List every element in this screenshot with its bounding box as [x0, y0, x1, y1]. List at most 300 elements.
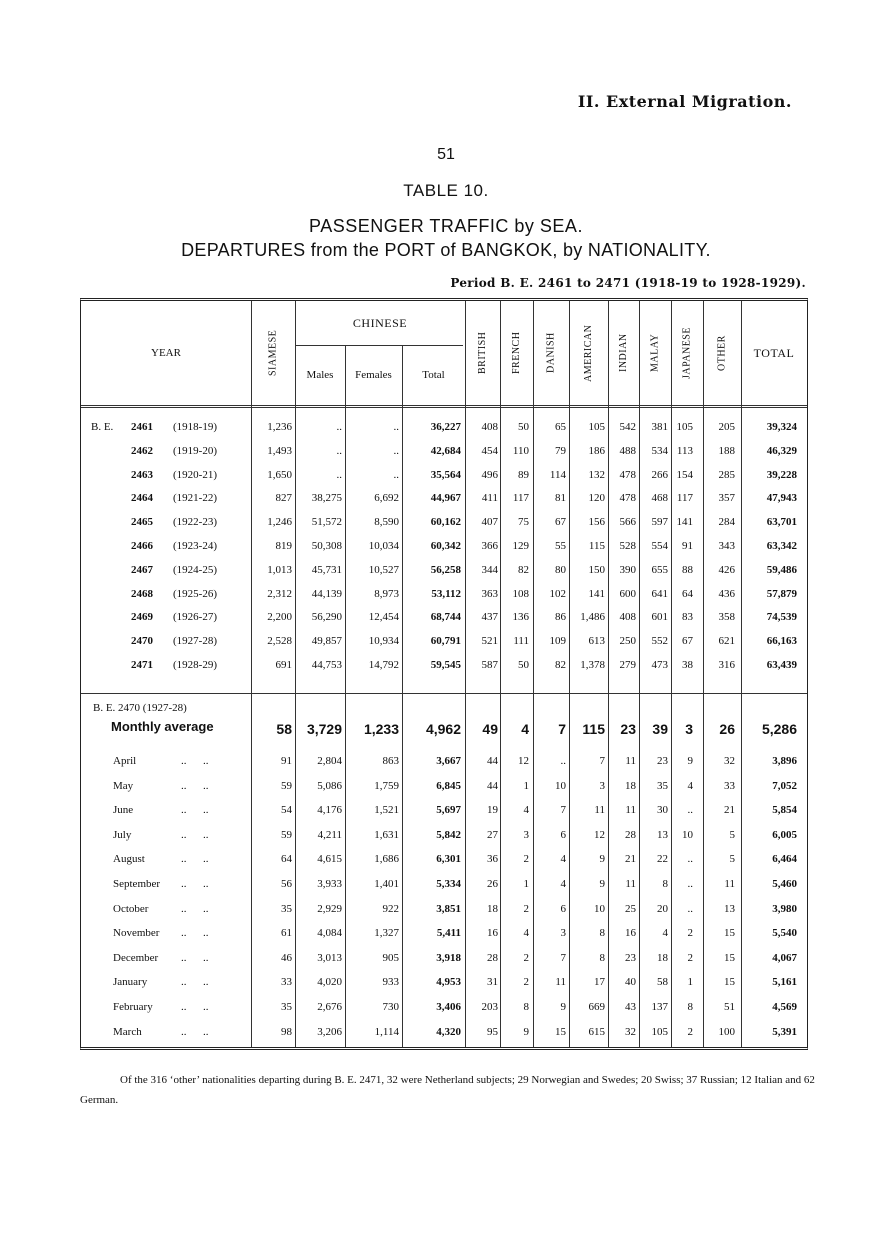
header-american: AMERICAN — [583, 324, 594, 382]
table-row — [81, 582, 807, 606]
cell-grand: 59,486 — [766, 563, 797, 576]
cell-danish: 80 — [555, 563, 566, 576]
cell-japanese: 113 — [676, 444, 693, 457]
cell-japanese: 4 — [687, 779, 693, 792]
cell-grand: 39,324 — [766, 421, 797, 433]
cell-british: 203 — [481, 1001, 498, 1013]
cell-british: 411 — [481, 492, 498, 505]
cell-indian: 566 — [619, 516, 636, 529]
row-period: (1928-29) — [173, 659, 217, 671]
table-label: TABLE 10. — [403, 181, 489, 200]
header-males: Males — [306, 369, 334, 381]
cell-siamese: 1,650 — [267, 468, 292, 481]
table-row — [81, 872, 807, 896]
cell-males: .. — [336, 421, 342, 433]
cell-american: 669 — [588, 1001, 605, 1013]
cell-males: 4,615 — [317, 853, 342, 866]
cell-males: 2,676 — [317, 1001, 342, 1013]
cell-total: 4,953 — [436, 976, 461, 989]
table-title-line1: PASSENGER TRAFFIC by SEA. — [309, 216, 583, 236]
cell-males: 51,572 — [311, 516, 342, 529]
header-other: OTHER — [716, 335, 728, 371]
cell-indian: 25 — [625, 902, 636, 915]
row-dots: .. .. — [181, 755, 209, 767]
cell-grand: 5,540 — [772, 927, 797, 940]
cell-other: 285 — [718, 468, 735, 481]
cell-malay: 554 — [651, 540, 668, 552]
cell-american: 613 — [588, 635, 605, 648]
row-year: 2469 — [131, 611, 153, 624]
cell-malay: 266 — [651, 468, 668, 481]
cell-british: 344 — [481, 563, 498, 576]
cell-males: 5,086 — [317, 779, 342, 792]
cell-total: 4,962 — [425, 721, 461, 737]
cell-siamese: 91 — [281, 755, 292, 767]
row-dots: .. .. — [181, 804, 209, 817]
row-dots: .. .. — [181, 1025, 209, 1038]
cell-american: 9 — [599, 878, 605, 890]
cell-french: 117 — [512, 492, 529, 505]
cell-danish: 86 — [555, 611, 566, 624]
row-period: (1919-20) — [173, 444, 217, 457]
cell-siamese: 98 — [281, 1025, 292, 1038]
cell-grand: 7,052 — [772, 779, 797, 792]
row-dots: .. .. — [181, 951, 209, 964]
table-row — [81, 1020, 807, 1044]
cell-french: 129 — [512, 540, 529, 552]
cell-grand: 5,460 — [772, 878, 797, 890]
cell-siamese: 691 — [275, 659, 292, 671]
row-month: September — [113, 878, 161, 890]
cell-american: 1,486 — [580, 611, 605, 624]
cell-siamese: 56 — [281, 878, 292, 890]
cell-females: .. — [393, 421, 399, 433]
cell-females: 10,527 — [368, 563, 399, 576]
cell-french: 2 — [523, 976, 529, 989]
cell-british: 496 — [481, 468, 498, 481]
cell-total: 56,258 — [430, 563, 461, 576]
cell-french: 136 — [512, 611, 529, 624]
cell-females: .. — [393, 444, 399, 457]
cell-malay: 468 — [651, 492, 668, 505]
cell-french: 89 — [518, 468, 529, 481]
cell-malay: 597 — [651, 516, 668, 529]
header-danish: DANISH — [545, 332, 557, 374]
row-dots: .. .. — [181, 828, 209, 841]
cell-american: 11 — [594, 804, 605, 817]
average-row — [81, 701, 807, 741]
cell-grand: 63,439 — [766, 659, 797, 671]
cell-japanese: .. — [687, 878, 693, 890]
cell-japanese: 67 — [682, 635, 693, 648]
cell-british: 366 — [481, 540, 498, 552]
cell-total: 6,301 — [436, 853, 461, 866]
cell-malay: 22 — [657, 853, 668, 866]
cell-japanese: 154 — [676, 468, 693, 481]
cell-french: 4 — [521, 721, 529, 737]
footnote: Of the 316 ‘other’ nationalities departing during B. E. 2471, 32 were Netherland subjects; 29 Norwegian and Swedes; 20 Swiss; 37 Russian; 12 Italian and 62 German. — [80, 1074, 815, 1106]
cell-grand: 5,854 — [772, 804, 797, 817]
cell-british: 31 — [487, 976, 498, 989]
cell-american: 12 — [594, 828, 605, 841]
row-month: July — [113, 828, 132, 841]
row-month: March — [113, 1025, 142, 1038]
cell-males: 50,308 — [311, 540, 342, 552]
table-row — [81, 774, 807, 798]
cell-females: 1,327 — [374, 927, 399, 940]
cell-indian: 23 — [620, 721, 636, 737]
cell-danish: 6 — [560, 828, 566, 841]
cell-other: 436 — [718, 587, 735, 600]
cell-british: 36 — [487, 853, 498, 866]
cell-malay: 601 — [651, 611, 668, 624]
cell-males: 45,731 — [311, 563, 342, 576]
cell-indian: 11 — [625, 804, 636, 817]
row-year: 2466 — [131, 540, 153, 552]
cell-males: 44,753 — [311, 659, 342, 671]
cell-malay: 105 — [651, 1025, 668, 1038]
table-row — [81, 439, 807, 463]
row-period: (1918-19) — [173, 421, 217, 433]
cell-other: 188 — [718, 444, 735, 457]
cell-other: 5 — [729, 853, 735, 866]
cell-males: 3,729 — [306, 721, 342, 737]
cell-indian: 408 — [619, 611, 636, 624]
cell-american: 156 — [588, 516, 605, 529]
cell-french: 1 — [523, 779, 529, 792]
cell-french: 4 — [523, 927, 529, 940]
cell-total: 60,342 — [430, 540, 461, 552]
cell-french: 50 — [518, 421, 529, 433]
cell-other: 621 — [718, 635, 735, 648]
cell-american: 132 — [588, 468, 605, 481]
table-row — [81, 749, 807, 773]
data-table — [80, 298, 808, 1050]
cell-malay: 8 — [662, 878, 668, 890]
cell-indian: 279 — [619, 659, 636, 671]
cell-french: 110 — [512, 444, 529, 457]
cell-grand: 46,329 — [766, 444, 797, 457]
cell-other: 5 — [729, 828, 735, 841]
cell-females: 933 — [382, 976, 399, 989]
cell-danish: 3 — [560, 927, 566, 940]
cell-malay: 552 — [651, 635, 668, 648]
cell-other: 11 — [724, 878, 735, 890]
row-period: (1923-24) — [173, 540, 217, 552]
row-period: (1927-28) — [173, 635, 217, 648]
cell-siamese: 819 — [275, 540, 292, 552]
cell-french: 50 — [518, 659, 529, 671]
cell-other: 284 — [718, 516, 735, 529]
cell-japanese: 105 — [676, 421, 693, 433]
cell-danish: .. — [560, 755, 566, 767]
cell-males: 2,929 — [317, 902, 342, 915]
cell-indian: 43 — [625, 1001, 636, 1013]
cell-total: 68,744 — [430, 611, 461, 624]
row-dots: .. .. — [181, 927, 209, 940]
table-row — [81, 415, 807, 439]
table-row — [81, 605, 807, 629]
cell-siamese: 46 — [281, 951, 292, 964]
row-month: June — [113, 804, 134, 817]
cell-other: 100 — [718, 1025, 735, 1038]
cell-siamese: 59 — [281, 779, 292, 792]
cell-grand: 39,228 — [766, 468, 797, 481]
cell-females: 1,233 — [363, 721, 399, 737]
cell-french: 2 — [523, 951, 529, 964]
row-month: December — [113, 951, 159, 964]
row-month: May — [113, 779, 134, 792]
header-chinese-total: Total — [422, 369, 445, 381]
cell-british: 19 — [487, 804, 498, 817]
cell-danish: 7 — [558, 721, 566, 737]
table-row — [81, 486, 807, 510]
cell-indian: 18 — [625, 779, 636, 792]
cell-indian: 21 — [625, 853, 636, 866]
header-japanese: JAPANESE — [681, 327, 693, 379]
cell-japanese: .. — [687, 804, 693, 817]
cell-british: 95 — [487, 1025, 498, 1038]
cell-indian: 28 — [625, 828, 636, 841]
cell-total: 5,411 — [436, 927, 461, 940]
cell-french: 4 — [523, 804, 529, 817]
table-row — [81, 463, 807, 487]
cell-american: 8 — [599, 951, 605, 964]
cell-indian: 542 — [619, 421, 636, 433]
cell-males: .. — [336, 468, 342, 481]
cell-french: 9 — [523, 1025, 529, 1038]
cell-french: 111 — [513, 635, 529, 648]
header-british: BRITISH — [477, 331, 488, 375]
cell-japanese: 2 — [687, 927, 693, 940]
cell-males: 4,084 — [317, 927, 342, 940]
cell-total: 60,162 — [430, 516, 461, 529]
table-row — [81, 558, 807, 582]
cell-females: 1,759 — [374, 779, 399, 792]
table-title-line2: DEPARTURES from the PORT of BANGKOK, by NATIONALITY. — [181, 240, 711, 260]
cell-males: 44,139 — [311, 587, 342, 600]
cell-total: 60,791 — [430, 635, 461, 648]
cell-siamese: 59 — [281, 828, 292, 841]
table-row — [81, 970, 807, 994]
cell-other: 205 — [718, 421, 735, 433]
cell-american: 115 — [582, 721, 605, 737]
cell-females: 730 — [382, 1001, 399, 1013]
row-year: 2468 — [131, 587, 153, 600]
cell-indian: 528 — [619, 540, 636, 552]
cell-total: 4,320 — [436, 1025, 461, 1038]
cell-american: 615 — [588, 1025, 605, 1038]
row-dots: .. .. — [181, 853, 209, 866]
cell-siamese: 1,236 — [267, 421, 292, 433]
row-year: 2465 — [131, 516, 153, 529]
cell-danish: 15 — [555, 1025, 566, 1038]
cell-british: 18 — [487, 902, 498, 915]
cell-british: 16 — [487, 927, 498, 940]
cell-females: 10,934 — [368, 635, 399, 648]
cell-total: 5,697 — [436, 804, 461, 817]
cell-american: 141 — [588, 587, 605, 600]
cell-siamese: 64 — [281, 853, 292, 866]
cell-siamese: 33 — [281, 976, 292, 989]
cell-grand: 63,701 — [766, 516, 797, 529]
cell-american: 17 — [594, 976, 605, 989]
cell-danish: 82 — [555, 659, 566, 671]
row-year: 2463 — [131, 468, 153, 481]
cell-siamese: 54 — [281, 804, 292, 817]
table-row — [81, 921, 807, 945]
cell-malay: 473 — [651, 659, 668, 671]
cell-american: 115 — [588, 540, 605, 552]
cell-danish: 6 — [560, 902, 566, 915]
cell-japanese: 64 — [682, 587, 693, 600]
cell-grand: 6,464 — [772, 853, 797, 866]
cell-total: 3,667 — [436, 755, 461, 767]
cell-siamese: 2,200 — [267, 611, 292, 624]
cell-indian: 23 — [625, 951, 636, 964]
row-year: 2461 — [131, 421, 153, 433]
cell-british: 407 — [481, 516, 498, 529]
cell-other: 426 — [718, 563, 735, 576]
period-subtitle: Period B. E. 2461 to 2471 (1918-19 to 1928-1929). — [450, 276, 806, 290]
cell-danish: 79 — [555, 444, 566, 457]
cell-females: 1,401 — [374, 878, 399, 890]
table-row — [81, 629, 807, 653]
cell-grand: 5,286 — [761, 721, 797, 737]
cell-british: 49 — [482, 721, 498, 737]
cell-total: 35,564 — [430, 468, 461, 481]
table-row — [81, 798, 807, 822]
row-prefix: B. E. — [91, 421, 114, 433]
cell-females: 10,034 — [368, 540, 399, 552]
row-dots: .. .. — [181, 878, 209, 890]
cell-japanese: 141 — [676, 516, 693, 529]
cell-total: 44,967 — [430, 492, 461, 505]
cell-siamese: 2,312 — [267, 587, 292, 600]
cell-japanese: 117 — [676, 492, 693, 505]
cell-grand: 6,005 — [772, 828, 797, 841]
cell-danish: 81 — [555, 492, 566, 505]
row-period: (1921-22) — [173, 492, 217, 505]
cell-american: 9 — [599, 853, 605, 866]
cell-japanese: .. — [687, 902, 693, 915]
row-month: January — [113, 976, 148, 989]
cell-japanese: 1 — [687, 976, 693, 989]
cell-indian: 11 — [625, 755, 636, 767]
cell-french: 75 — [518, 516, 529, 529]
cell-american: 10 — [594, 902, 605, 915]
cell-other: 15 — [724, 927, 735, 940]
header-siamese: SIAMESE — [267, 329, 279, 377]
cell-malay: 58 — [657, 976, 668, 989]
average-label-2: Monthly average — [111, 719, 214, 734]
cell-females: 1,114 — [374, 1025, 399, 1038]
cell-british: 26 — [487, 878, 498, 890]
cell-british: 44 — [487, 755, 498, 767]
header-total: TOTAL — [753, 345, 795, 360]
cell-siamese: 1,493 — [267, 444, 292, 457]
cell-danish: 10 — [555, 779, 566, 792]
cell-french: 12 — [518, 755, 529, 767]
table-row — [81, 823, 807, 847]
cell-british: 363 — [481, 587, 498, 600]
cell-japanese: 2 — [687, 1025, 693, 1038]
cell-indian: 478 — [619, 492, 636, 505]
cell-grand: 3,980 — [772, 902, 797, 915]
header-chinese: CHINESE — [352, 315, 408, 330]
cell-british: 28 — [487, 951, 498, 964]
cell-malay: 18 — [657, 951, 668, 964]
cell-malay: 641 — [651, 587, 668, 600]
cell-total: 59,545 — [430, 659, 461, 671]
cell-indian: 478 — [619, 468, 636, 481]
cell-grand: 66,163 — [766, 635, 797, 648]
cell-other: 26 — [719, 721, 735, 737]
cell-danish: 67 — [555, 516, 566, 529]
cell-french: 1 — [523, 878, 529, 890]
table-row — [81, 534, 807, 558]
cell-other: 51 — [724, 1001, 735, 1013]
cell-other: 33 — [724, 779, 735, 792]
cell-british: 408 — [481, 421, 498, 433]
cell-malay: 35 — [657, 779, 668, 792]
cell-malay: 534 — [651, 444, 668, 457]
cell-grand: 5,391 — [772, 1025, 797, 1038]
row-period: (1924-25) — [173, 563, 217, 576]
cell-japanese: 91 — [682, 540, 693, 552]
row-year: 2467 — [131, 563, 153, 576]
cell-males: 3,013 — [317, 951, 342, 964]
cell-indian: 40 — [625, 976, 636, 989]
cell-danish: 4 — [560, 853, 566, 866]
cell-malay: 39 — [652, 721, 668, 737]
cell-total: 53,112 — [431, 587, 461, 600]
header-malay: MALAY — [649, 333, 661, 373]
cell-females: 1,521 — [374, 804, 399, 817]
cell-danish: 7 — [560, 804, 566, 817]
row-period: (1922-23) — [173, 516, 217, 529]
cell-american: 3 — [599, 779, 605, 792]
cell-grand: 63,342 — [766, 540, 797, 552]
cell-japanese: .. — [687, 853, 693, 866]
cell-siamese: 35 — [281, 1001, 292, 1013]
cell-american: 8 — [599, 927, 605, 940]
cell-french: 3 — [523, 828, 529, 841]
cell-danish: 4 — [560, 878, 566, 890]
cell-malay: 4 — [662, 927, 668, 940]
cell-females: 8,973 — [374, 587, 399, 600]
cell-total: 36,227 — [430, 421, 461, 433]
row-month: October — [113, 902, 149, 915]
cell-females: 922 — [382, 902, 399, 915]
row-year: 2470 — [131, 635, 153, 648]
header-indian: INDIAN — [618, 333, 629, 373]
cell-danish: 114 — [549, 468, 566, 481]
cell-grand: 3,896 — [772, 755, 797, 767]
row-dots: .. .. — [181, 976, 209, 989]
cell-french: 2 — [523, 902, 529, 915]
row-dots: .. .. — [181, 1001, 209, 1013]
cell-malay: 13 — [657, 828, 668, 841]
cell-other: 21 — [724, 804, 735, 817]
cell-females: 905 — [382, 951, 399, 964]
cell-british: 44 — [487, 779, 498, 792]
cell-french: 82 — [518, 563, 529, 576]
page-number: 51 — [437, 146, 455, 163]
cell-french: 8 — [523, 1001, 529, 1013]
row-dots: .. .. — [181, 902, 209, 915]
table-row — [81, 847, 807, 871]
